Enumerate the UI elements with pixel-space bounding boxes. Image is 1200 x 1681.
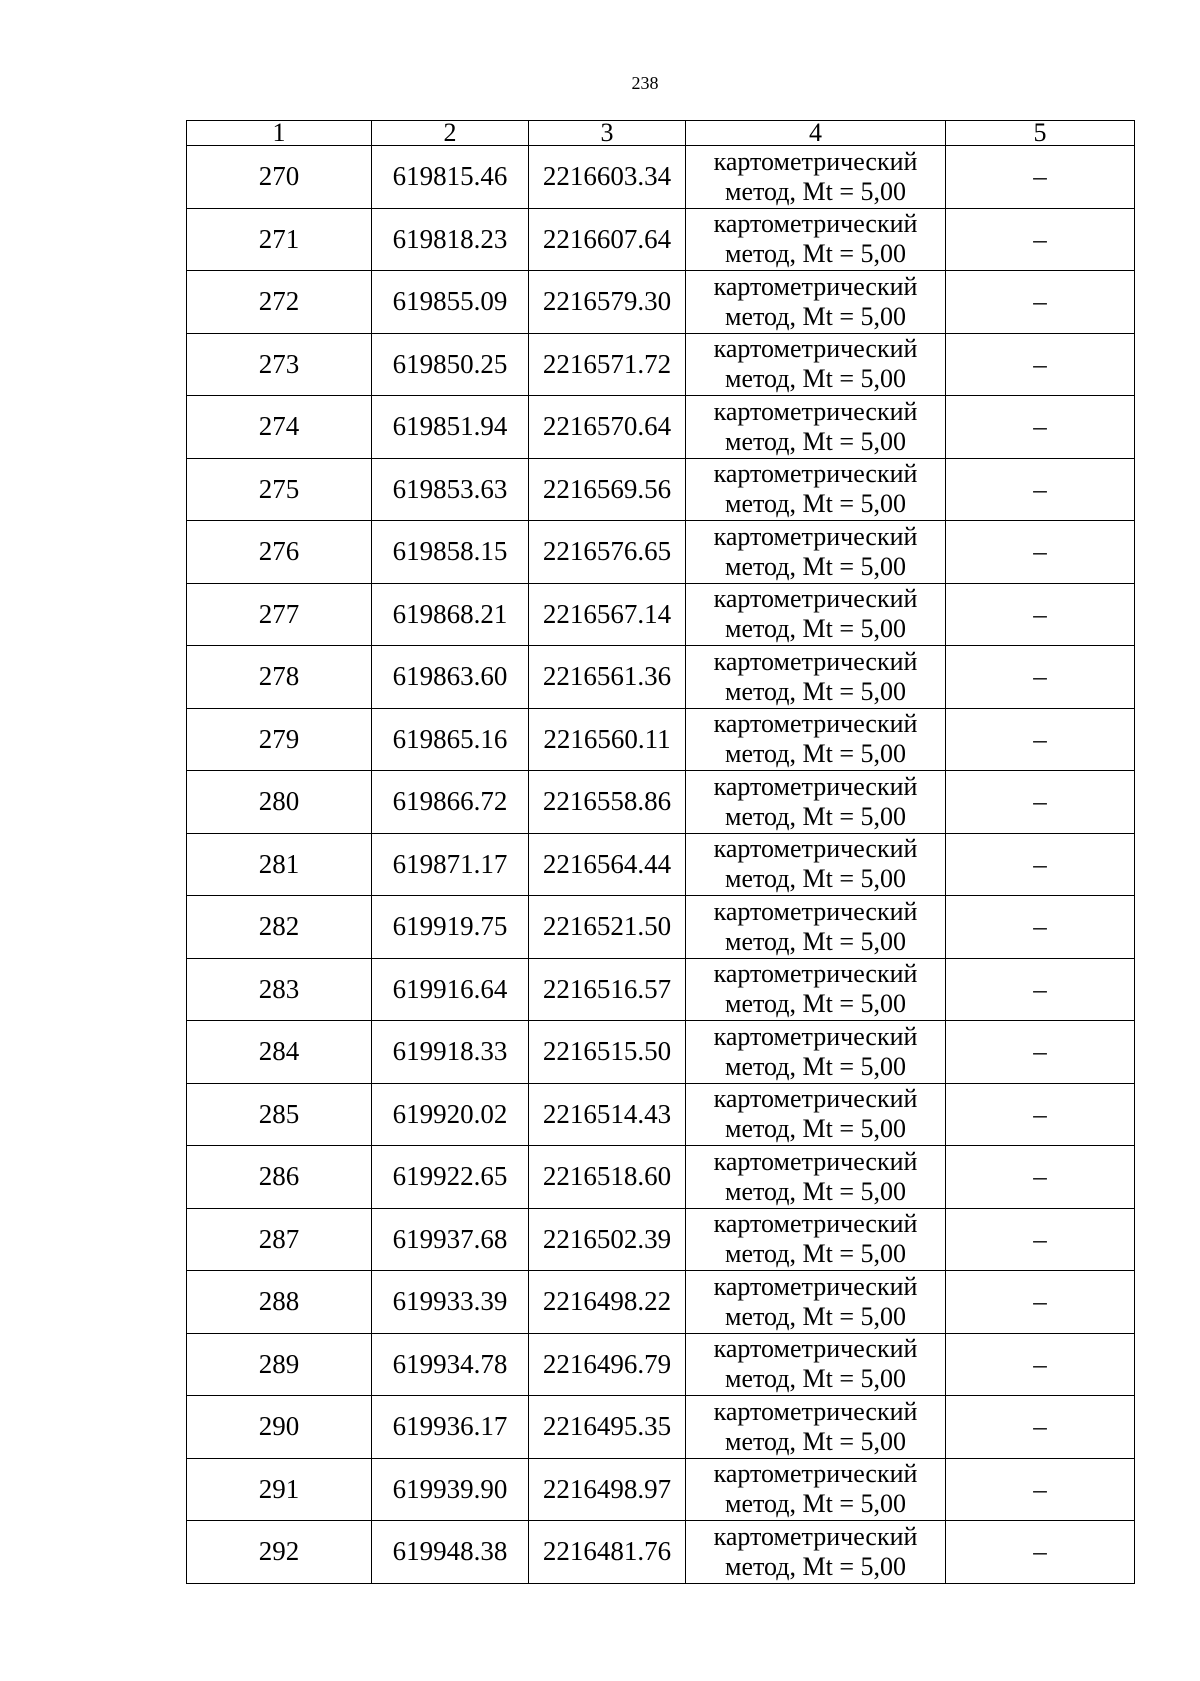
note-cell: – [946, 1521, 1135, 1584]
method-line-2: метод, Mt = 5,00 [725, 989, 906, 1019]
method-cell [686, 708, 946, 771]
x-coordinate-cell: 619855.09 [372, 271, 529, 334]
method-line-1: картометрический [713, 584, 918, 614]
note-cell: – [946, 1333, 1135, 1396]
x-coordinate-cell: 619818.23 [372, 208, 529, 271]
y-coordinate-cell: 2216521.50 [529, 896, 686, 959]
table-row [187, 1396, 1135, 1459]
table-row [187, 1146, 1135, 1209]
point-number-cell: 290 [187, 1396, 372, 1459]
y-coordinate-cell: 2216516.57 [529, 958, 686, 1021]
y-coordinate-cell: 2216481.76 [529, 1521, 686, 1584]
point-number-cell: 277 [187, 583, 372, 646]
table-row [187, 646, 1135, 709]
x-coordinate-cell: 619868.21 [372, 583, 529, 646]
x-coordinate-cell: 619853.63 [372, 458, 529, 521]
note-cell: – [946, 1271, 1135, 1334]
y-coordinate-cell: 2216570.64 [529, 396, 686, 459]
x-coordinate-cell: 619850.25 [372, 333, 529, 396]
x-coordinate-cell: 619948.38 [372, 1521, 529, 1584]
method-cell [686, 833, 946, 896]
header-col-3: 3 [529, 121, 686, 146]
method-line-1: картометрический [713, 209, 918, 239]
method-cell [686, 1208, 946, 1271]
note-cell: – [946, 271, 1135, 334]
method-line-2: метод, Mt = 5,00 [725, 614, 906, 644]
coordinates-table [186, 120, 1135, 1584]
point-number-cell: 270 [187, 146, 372, 209]
table-row [187, 396, 1135, 459]
method-line-2: метод, Mt = 5,00 [725, 1176, 906, 1206]
method-line-1: картометрический [713, 896, 918, 926]
note-cell: – [946, 521, 1135, 584]
method-cell [686, 1521, 946, 1584]
point-number-cell: 272 [187, 271, 372, 334]
x-coordinate-cell: 619920.02 [372, 1083, 529, 1146]
x-coordinate-cell: 619922.65 [372, 1146, 529, 1209]
point-number-cell: 279 [187, 708, 372, 771]
method-cell [686, 958, 946, 1021]
method-line-1: картометрический [713, 521, 918, 551]
note-cell: – [946, 1021, 1135, 1084]
y-coordinate-cell: 2216496.79 [529, 1333, 686, 1396]
table-row [187, 1458, 1135, 1521]
method-line-2: метод, Mt = 5,00 [725, 364, 906, 394]
x-coordinate-cell: 619871.17 [372, 833, 529, 896]
y-coordinate-cell: 2216498.22 [529, 1271, 686, 1334]
method-cell [686, 583, 946, 646]
note-cell: – [946, 396, 1135, 459]
x-coordinate-cell: 619916.64 [372, 958, 529, 1021]
table-header [187, 118, 1135, 147]
point-number-cell: 280 [187, 771, 372, 834]
note-cell: – [946, 333, 1135, 396]
method-cell [686, 1271, 946, 1334]
point-number-cell: 278 [187, 646, 372, 709]
table-row [187, 771, 1135, 834]
method-line-1: картометрический [713, 334, 918, 364]
note-cell: – [946, 958, 1135, 1021]
method-cell [686, 896, 946, 959]
note-cell: – [946, 583, 1135, 646]
note-cell: – [946, 833, 1135, 896]
method-line-2: метод, Mt = 5,00 [725, 239, 906, 269]
x-coordinate-cell: 619937.68 [372, 1208, 529, 1271]
method-cell [686, 271, 946, 334]
y-coordinate-cell: 2216558.86 [529, 771, 686, 834]
method-cell [686, 1021, 946, 1084]
note-cell: – [946, 1208, 1135, 1271]
x-coordinate-cell: 619858.15 [372, 521, 529, 584]
point-number-cell: 289 [187, 1333, 372, 1396]
header-col-4: 4 [686, 121, 946, 146]
point-number-cell: 282 [187, 896, 372, 959]
header-col-2: 2 [372, 121, 529, 146]
method-cell [686, 458, 946, 521]
point-number-cell: 276 [187, 521, 372, 584]
method-cell [686, 146, 946, 209]
table-row [187, 521, 1135, 584]
point-number-cell: 286 [187, 1146, 372, 1209]
method-cell [686, 1333, 946, 1396]
method-cell [686, 1396, 946, 1459]
x-coordinate-cell: 619934.78 [372, 1333, 529, 1396]
method-line-2: метод, Mt = 5,00 [725, 864, 906, 894]
point-number-cell: 275 [187, 458, 372, 521]
method-line-2: метод, Mt = 5,00 [725, 176, 906, 206]
method-line-2: метод, Mt = 5,00 [725, 426, 906, 456]
table-row [187, 896, 1135, 959]
point-number-cell: 281 [187, 833, 372, 896]
method-line-1: картометрический [713, 1459, 918, 1489]
table-row [187, 208, 1135, 271]
header-col-5: 5 [946, 121, 1135, 146]
method-line-1: картометрический [713, 1021, 918, 1051]
note-cell: – [946, 458, 1135, 521]
point-number-cell: 291 [187, 1458, 372, 1521]
table-row [187, 1021, 1135, 1084]
x-coordinate-cell: 619865.16 [372, 708, 529, 771]
method-cell [686, 1083, 946, 1146]
method-line-2: метод, Mt = 5,00 [725, 739, 906, 769]
point-number-cell: 287 [187, 1208, 372, 1271]
x-coordinate-cell: 619851.94 [372, 396, 529, 459]
y-coordinate-cell: 2216560.11 [529, 708, 686, 771]
method-line-1: картометрический [713, 1271, 918, 1301]
method-line-2: метод, Mt = 5,00 [725, 301, 906, 331]
method-line-1: картометрический [713, 834, 918, 864]
y-coordinate-cell: 2216564.44 [529, 833, 686, 896]
table-row [187, 1521, 1135, 1584]
method-cell [686, 646, 946, 709]
table-body [187, 146, 1135, 1584]
y-coordinate-cell: 2216515.50 [529, 1021, 686, 1084]
method-line-1: картометрический [713, 709, 918, 739]
y-coordinate-cell: 2216498.97 [529, 1458, 686, 1521]
note-cell: – [946, 146, 1135, 209]
point-number-cell: 284 [187, 1021, 372, 1084]
table-row [187, 1083, 1135, 1146]
y-coordinate-cell: 2216571.72 [529, 333, 686, 396]
note-cell: – [946, 1458, 1135, 1521]
method-cell [686, 396, 946, 459]
x-coordinate-cell: 619939.90 [372, 1458, 529, 1521]
table-row [187, 583, 1135, 646]
table-row [187, 1208, 1135, 1271]
method-line-1: картометрический [713, 1146, 918, 1176]
method-line-2: метод, Mt = 5,00 [725, 489, 906, 519]
method-cell [686, 1146, 946, 1209]
x-coordinate-cell: 619866.72 [372, 771, 529, 834]
x-coordinate-cell: 619815.46 [372, 146, 529, 209]
y-coordinate-cell: 2216502.39 [529, 1208, 686, 1271]
page-number: 238 [631, 73, 659, 93]
method-cell [686, 333, 946, 396]
method-cell [686, 521, 946, 584]
table-row [187, 833, 1135, 896]
point-number-cell: 283 [187, 958, 372, 1021]
y-coordinate-cell: 2216561.36 [529, 646, 686, 709]
method-line-2: метод, Mt = 5,00 [725, 801, 906, 831]
header-row [187, 121, 1135, 146]
method-line-1: картометрический [713, 1209, 918, 1239]
method-line-2: метод, Mt = 5,00 [725, 1239, 906, 1269]
note-cell: – [946, 1083, 1135, 1146]
note-cell: – [946, 1146, 1135, 1209]
method-line-2: метод, Mt = 5,00 [725, 676, 906, 706]
point-number-cell: 285 [187, 1083, 372, 1146]
table-row [187, 333, 1135, 396]
method-cell [686, 208, 946, 271]
method-line-1: картометрический [713, 396, 918, 426]
x-coordinate-cell: 619919.75 [372, 896, 529, 959]
method-cell [686, 1458, 946, 1521]
point-number-cell: 271 [187, 208, 372, 271]
y-coordinate-cell: 2216569.56 [529, 458, 686, 521]
x-coordinate-cell: 619918.33 [372, 1021, 529, 1084]
method-cell [686, 771, 946, 834]
note-cell: – [946, 896, 1135, 959]
table-row [187, 271, 1135, 334]
method-line-1: картометрический [713, 771, 918, 801]
method-line-2: метод, Mt = 5,00 [725, 1551, 906, 1581]
y-coordinate-cell: 2216514.43 [529, 1083, 686, 1146]
method-line-2: метод, Mt = 5,00 [725, 1051, 906, 1081]
table-row [187, 146, 1135, 209]
method-line-2: метод, Mt = 5,00 [725, 926, 906, 956]
method-line-2: метод, Mt = 5,00 [725, 1301, 906, 1331]
table-row [187, 458, 1135, 521]
method-line-1: картометрический [713, 646, 918, 676]
y-coordinate-cell: 2216576.65 [529, 521, 686, 584]
method-line-1: картометрический [713, 459, 918, 489]
table-row [187, 1333, 1135, 1396]
method-line-2: метод, Mt = 5,00 [725, 1489, 906, 1519]
y-coordinate-cell: 2216518.60 [529, 1146, 686, 1209]
x-coordinate-cell: 619863.60 [372, 646, 529, 709]
x-coordinate-cell: 619933.39 [372, 1271, 529, 1334]
method-line-2: метод, Mt = 5,00 [725, 1426, 906, 1456]
method-line-1: картометрический [713, 1084, 918, 1114]
method-line-1: картометрический [713, 146, 918, 176]
table-row [187, 708, 1135, 771]
method-line-1: картометрический [713, 1396, 918, 1426]
point-number-cell: 292 [187, 1521, 372, 1584]
note-cell: – [946, 208, 1135, 271]
table-row [187, 958, 1135, 1021]
y-coordinate-cell: 2216579.30 [529, 271, 686, 334]
point-number-cell: 274 [187, 396, 372, 459]
y-coordinate-cell: 2216567.14 [529, 583, 686, 646]
method-line-2: метод, Mt = 5,00 [725, 551, 906, 581]
y-coordinate-cell: 2216495.35 [529, 1396, 686, 1459]
point-number-cell: 288 [187, 1271, 372, 1334]
note-cell: – [946, 771, 1135, 834]
note-cell: – [946, 708, 1135, 771]
method-line-1: картометрический [713, 1334, 918, 1364]
header-col-1: 1 [187, 121, 372, 146]
method-line-1: картометрический [713, 959, 918, 989]
table-row [187, 1271, 1135, 1334]
method-line-2: метод, Mt = 5,00 [725, 1114, 906, 1144]
method-line-1: картометрический [713, 271, 918, 301]
method-line-2: метод, Mt = 5,00 [725, 1364, 906, 1394]
x-coordinate-cell: 619936.17 [372, 1396, 529, 1459]
y-coordinate-cell: 2216603.34 [529, 146, 686, 209]
note-cell: – [946, 646, 1135, 709]
y-coordinate-cell: 2216607.64 [529, 208, 686, 271]
point-number-cell: 273 [187, 333, 372, 396]
method-line-1: картометрический [713, 1521, 918, 1551]
coordinates-table-wrapper [186, 120, 1134, 1584]
note-cell: – [946, 1396, 1135, 1459]
